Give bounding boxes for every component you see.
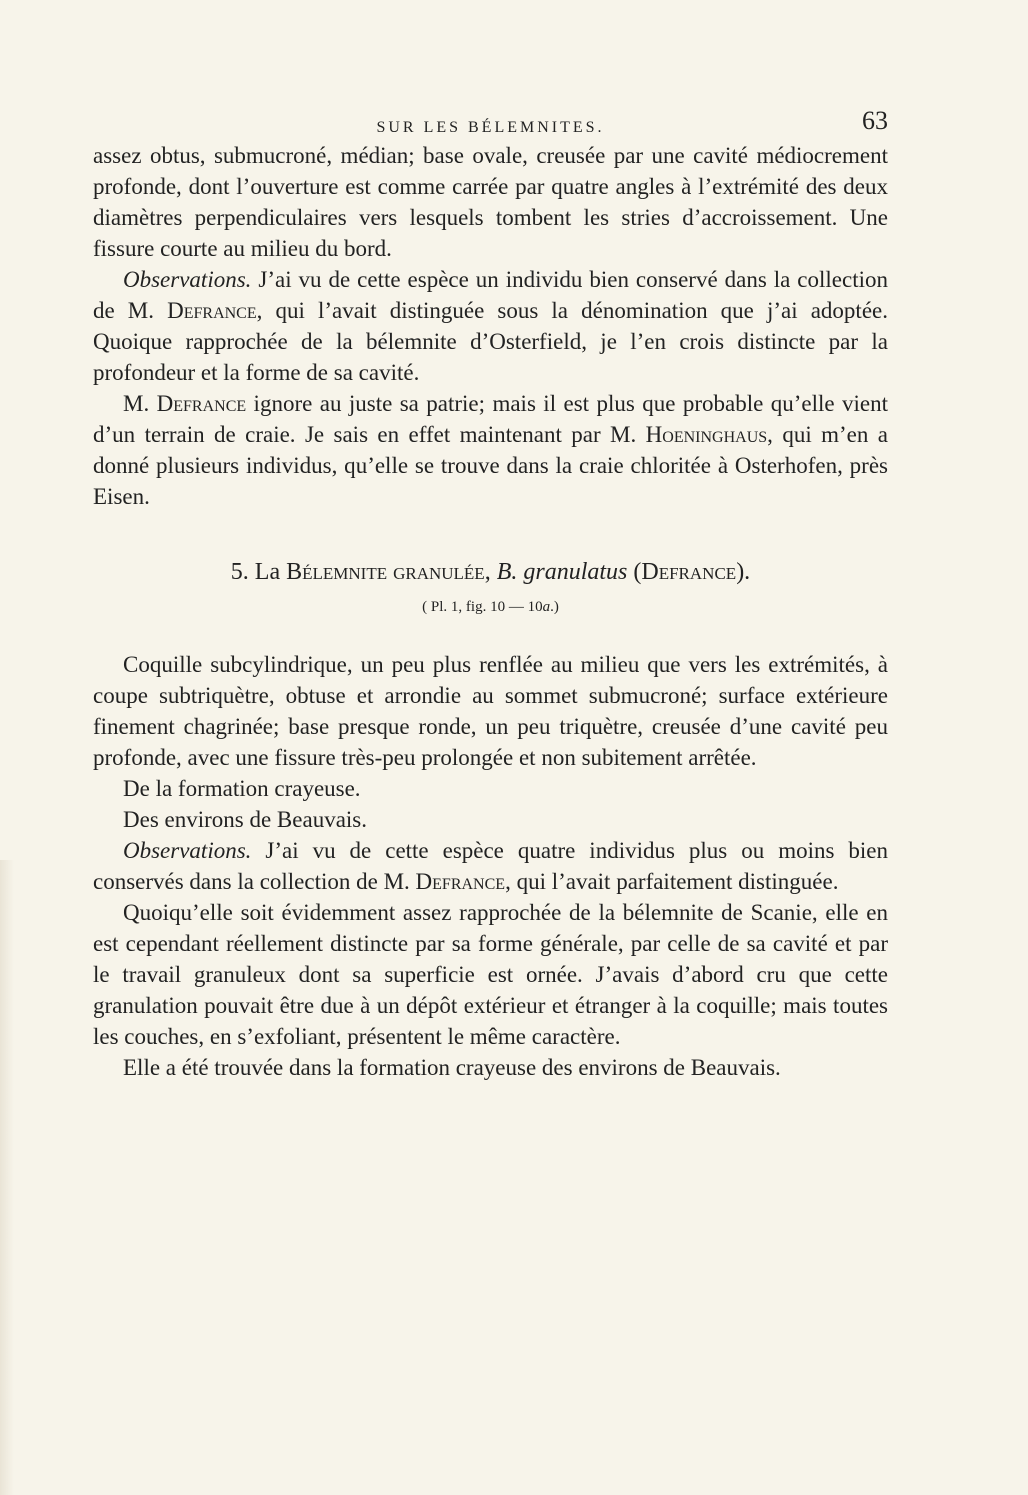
page-edge-shadow xyxy=(0,860,14,1495)
paragraph: M. Defrance ignore au juste sa patrie; mais il est plus que probable qu’elle vient d’un terrain de craie. Je sais en effet maintenant par M. Hoeninghaus, qui m’en a donné plusieurs individus, qu’elle se trouve dans la craie chloritée à Osterhofen, près Eisen. xyxy=(93,391,889,509)
paragraph-observations: Observations. J’ai vu de cette espèce un individu bien conservé dans la collection de M. Defrance, qui l’avait distinguée sous la dénomination que j’ai adoptée. Quoique rapprochée de la bélemnite d’Osterfield, je l’en crois distincte par la profondeur et la forme de sa cavité. xyxy=(93,267,888,385)
paragraph: assez obtus, submucroné, médian; base ovale, creusée par une cavité médiocrement profonde, dont l’ouverture est comme carrée par quatre angles à l’extrémité des deux diamètres perpendiculaires vers lesquels tombent les stries d’accroissement. Une fissure courte au milieu du bord. xyxy=(93,143,888,261)
observations-label: Observations. xyxy=(123,267,252,292)
author-name: Defrance xyxy=(167,298,257,323)
author-name: Defrance xyxy=(641,559,737,585)
paragraph: Des environs de Beauvais. xyxy=(123,807,367,832)
species-name: Bélemnite granulée xyxy=(286,559,485,585)
author-name: Hoeninghaus xyxy=(645,422,768,447)
paragraph: Quoiqu’elle soit évidemment assez rapprochée de la bélemnite de Scanie, elle en est cependant réellement distincte par sa forme générale, par celle de sa cavité et par le travail granuleux dont sa superficie est ornée. J’avais d’abord cru que cette granulation pouvait être due à un dépôt extérieur et étranger à la coquille; mais toutes les couches, en s’exfoliant, présentent le même caractère. xyxy=(93,900,888,1049)
page-header xyxy=(93,108,888,140)
latin-name: B. granulatus xyxy=(496,559,628,585)
paragraph: Coquille subcylindrique, un peu plus renflée au milieu que vers les extrémités, à coupe subtriquètre, obtuse et arrondie au sommet submucroné; surface extérieure finement chagrinée; base presque ronde, un peu triquètre, creusée d’une cavité peu profonde, avec une fissure très-peu prolongée et non subitement arrêtée. xyxy=(93,652,888,770)
running-title: SUR LES BÉLEMNITES. xyxy=(376,119,605,136)
author-name: Defrance xyxy=(156,391,247,416)
author-name: Defrance xyxy=(415,869,506,894)
paragraph: De la formation crayeuse. xyxy=(123,776,361,801)
paragraph: Elle a été trouvée dans la formation crayeuse des environs de Beauvais. xyxy=(123,1055,781,1080)
paragraph-observations: Observations. J’ai vu de cette espèce quatre individus plus ou moins bien conservés dans la collection de M. Defrance, qui l’avait parfaitement distinguée. xyxy=(93,838,888,894)
section-heading: 5. La Bélemnite granulée, B. granulatus (Defrance). xyxy=(230,559,751,585)
book-page xyxy=(93,108,888,1083)
observations-label: Observations. xyxy=(123,838,252,863)
page-number: 63 xyxy=(862,106,888,135)
plate-reference: ( Pl. 1, fig. 10 — 10a.) xyxy=(422,599,559,615)
